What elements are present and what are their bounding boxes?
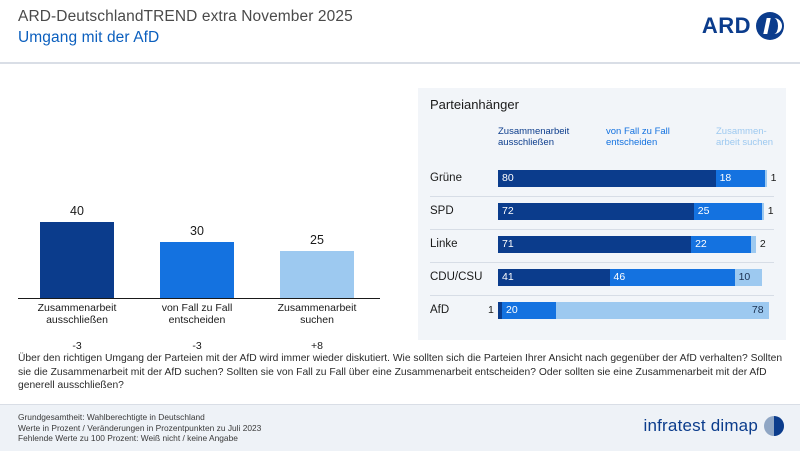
- segment-value: 20: [506, 304, 518, 316]
- bar-segment-case-by-case: [716, 170, 765, 187]
- bar-segment-seek: [762, 203, 774, 220]
- row-party-label: Grüne: [430, 172, 462, 184]
- segment-value: 25: [697, 205, 710, 217]
- survey-question-text: Über den richtigen Umgang der Parteien mit der AfD wird immer wieder diskutiert. Wie sollten sich die Parteien Ihrer Ansicht nach gegenüber der AfD verhalten? Sollten sie die Zusammenarbeit mit der AfD suchen? Sollten sie von Fall zu Fall über eine Zusammenarbeit entscheiden? Oder sollten sie eine Zusammenarbeit mit der AfD generell ausschließen?: [18, 353, 783, 391]
- bar-change-label: -3: [192, 340, 202, 352]
- segment-value: 1: [770, 172, 777, 184]
- bar-segment-case-by-case: [691, 236, 751, 253]
- bar-segment-case-by-case: [694, 203, 762, 220]
- row-party-label: CDU/CSU: [430, 271, 483, 283]
- row-party-label: Linke: [430, 238, 458, 250]
- row-bar-track: [498, 236, 770, 253]
- page-footer: [0, 404, 800, 451]
- bar-segment-seek: [735, 269, 762, 286]
- bar-segment-case-by-case: [502, 302, 556, 319]
- footer-notes: [18, 412, 261, 444]
- page-header: [0, 0, 800, 64]
- segment-value: 2: [759, 238, 766, 250]
- table-row: [430, 263, 774, 296]
- chart-legend: [498, 126, 783, 158]
- bar-value: 30: [190, 224, 204, 238]
- segment-value: 1: [767, 205, 774, 217]
- party-supporters-panel: [418, 88, 786, 340]
- ard-circle-one-icon: [756, 12, 784, 40]
- chart-baseline: [18, 298, 380, 299]
- footer-note-population: Grundgesamtheit: Wahlberechtigte in Deutschland: [18, 412, 205, 422]
- row-bar-track: [498, 203, 774, 220]
- table-row: [430, 230, 774, 263]
- legend-item-exclude: Zusammenarbeit ausschließen: [498, 126, 570, 148]
- legend-item-case-by-case: von Fall zu Fall entscheiden: [606, 126, 670, 148]
- row-bar-track: [488, 302, 770, 319]
- bar-change-label: -3: [72, 340, 82, 352]
- row-bar-track: [498, 170, 777, 187]
- infratest-dimap-circle-icon: [764, 416, 784, 436]
- bar-segment-case-by-case: [610, 269, 735, 286]
- bar-segment-exclude: [498, 203, 694, 220]
- bar-segment-seek: [765, 170, 777, 187]
- bar-change-label: +8: [311, 340, 323, 352]
- stacked-bar-rows: [430, 164, 777, 328]
- bar-segment-exclude: [498, 170, 716, 187]
- row-party-label: AfD: [430, 304, 450, 316]
- table-row: [430, 164, 777, 197]
- infratest-dimap-logo: [644, 416, 785, 436]
- infratest-dimap-logo-text: infratest dimap: [643, 416, 758, 435]
- ard-logo-text: ARD: [701, 13, 751, 38]
- bar-value: 25: [310, 233, 324, 247]
- bar-category-label: Zusammenarbeit suchen: [277, 302, 357, 326]
- bar-segment: [40, 222, 114, 298]
- footer-note-units: Werte in Prozent / Veränderungen in Prozentpunkten zu Juli 2023: [18, 422, 262, 433]
- page-subtitle: Umgang mit der AfD: [18, 29, 160, 46]
- bar-segment-exclude: [498, 269, 610, 286]
- segment-value: 10: [738, 271, 751, 283]
- ard-logo: [702, 12, 784, 40]
- bar-segment-seek: [751, 236, 766, 253]
- segment-value: 78: [751, 304, 764, 316]
- legend-item-seek: Zusammen-arbeit suchen: [716, 126, 774, 148]
- segment-value: 1: [488, 304, 494, 316]
- bar-category-label: Zusammenarbeit ausschließen: [37, 302, 117, 326]
- segment-value: 18: [719, 172, 732, 184]
- table-row: [430, 296, 774, 328]
- bar-segment-seek: [556, 302, 768, 319]
- table-row: [430, 197, 774, 230]
- bar-segment: [280, 251, 354, 298]
- footer-note-missing: Fehlende Werte zu 100 Prozent: Weiß nicht / keine Angabe: [18, 433, 238, 444]
- bar-segment-exclude: [498, 236, 691, 253]
- row-bar-track: [498, 269, 770, 286]
- segment-value: 80: [502, 172, 514, 184]
- segment-value: 71: [502, 238, 514, 250]
- page-title: ARD-DeutschlandTREND extra November 2025: [18, 8, 353, 25]
- segment-value: 72: [502, 205, 514, 217]
- bar-segment: [160, 242, 234, 298]
- overall-bar-chart: [18, 200, 388, 352]
- segment-value: 46: [613, 271, 626, 283]
- panel-title: Parteianhänger: [430, 97, 519, 112]
- bar-value: 40: [70, 204, 84, 218]
- bar-category-label: von Fall zu Fall entscheiden: [161, 302, 233, 326]
- row-party-label: SPD: [430, 205, 454, 217]
- segment-value: 41: [502, 271, 514, 283]
- segment-value: 22: [695, 238, 707, 250]
